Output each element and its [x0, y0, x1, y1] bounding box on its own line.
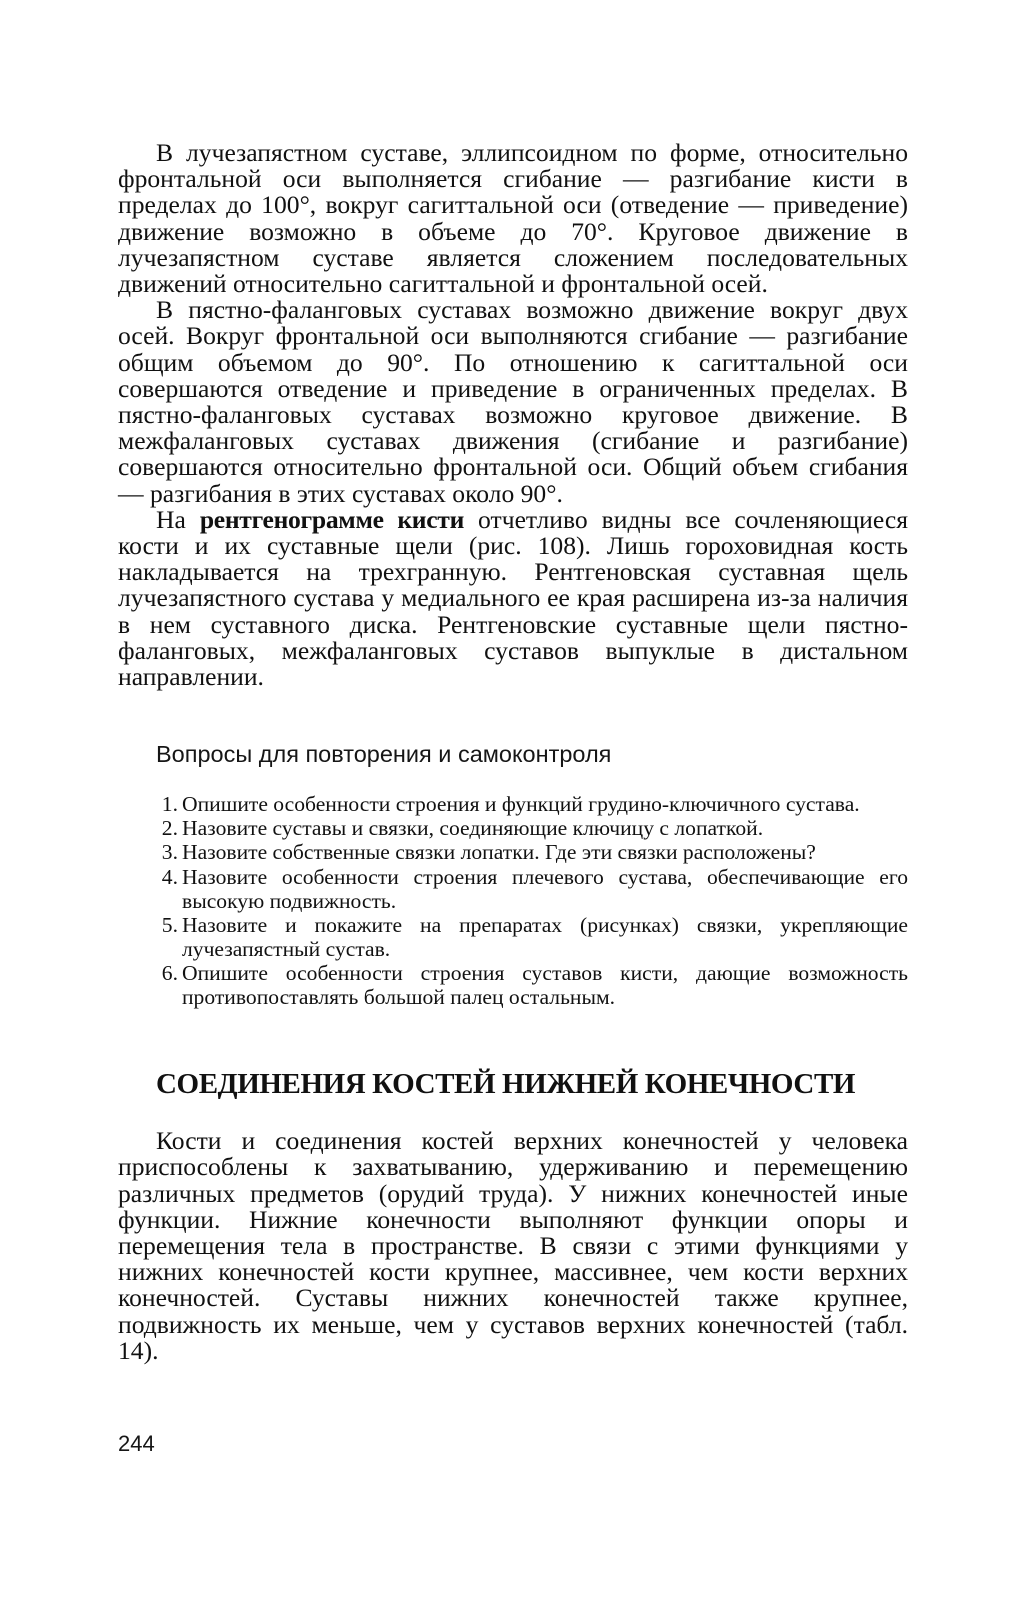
question-item [118, 865, 908, 913]
section-intro-paragraph: Кости и соединения костей верхних конечностей у человека приспособлены к захватыванию, удерживанию и перемещению различных предметов (орудий труда). У нижних конечностей иные функции. Нижние конечности выполняют функции опоры и перемещения тела в пространстве. В связи с этими функциями у нижних конечностей кости крупнее, массивнее, чем кости верхних конечностей. Суставы нижних конечностей также крупнее, подвижность их меньше, чем у суставов верхних конечностей (табл. 14). [118, 1126, 908, 1365]
question-number: 5. [161, 912, 178, 937]
page-content [118, 140, 908, 1364]
radiograph-term: рентгенограмме кисти [199, 504, 465, 534]
radiograph-text: отчетливо видны все сочленяющиеся кости и их суставные щели (рис. 108). Лишь гороховидная кость накладывается на трехгранную. Рентгеновская суставная щель лучезапястного сустава у медиального ее края расширена из-за наличия в нем суставного диска. Рентгеновские суставные щели пястно-фаланговых, межфаланговых суставов выпуклые в дистальном направлении. [118, 504, 908, 692]
question-item [118, 792, 908, 816]
question-text: Назовите особенности строения плечевого сустава, обеспечивающие его высокую подвижность. [182, 864, 908, 913]
question-text: Назовите и покажите на препаратах (рисунках) связки, укрепляющие лучезапястный сустав. [182, 912, 908, 961]
question-text: Назовите суставы и связки, соединяющие ключицу с лопаткой. [182, 816, 764, 841]
question-item [118, 816, 908, 840]
question-number: 1. [161, 792, 178, 817]
question-number: 4. [161, 864, 178, 889]
section-heading: СОЕДИНЕНИЯ КОСТЕЙ НИЖНЕЙ КОНЕЧНОСТИ [156, 1068, 856, 1101]
question-item [118, 961, 908, 1009]
paragraph-wrist-joint: В лучезапястном суставе, эллипсоидном по форме, относительно фронтальной оси выполняется сгибание — разгибание кисти в пределах до 100°, вокруг сагиттальной оси (отведение — приведение) движение возможно в объеме до 70°. Круговое движение в лучезапястном суставе является сложением последовательных движений относительно сагиттальной и фронтальной осей. [118, 138, 908, 299]
question-item [118, 913, 908, 961]
question-text: Опишите особенности строения и функций грудино-ключичного сустава. [182, 792, 860, 817]
question-item [118, 840, 908, 864]
question-number: 3. [161, 840, 178, 865]
radiograph-lead: На [156, 504, 200, 534]
question-text: Назовите собственные связки лопатки. Где эти связки расположены? [182, 840, 816, 865]
questions-heading: Вопросы для повторения и самоконтроля [156, 741, 612, 768]
questions-list [118, 792, 908, 1009]
question-number: 2. [161, 816, 178, 841]
paragraph-metacarpophalangeal: В пястно-фаланговых суставах возможно движение вокруг двух осей. Вокруг фронтальной оси выполняются сгибание — разгибание общим объемом до 90°. По отношению к сагиттальной оси совершаются отведение и приведение в ограниченных пределах. В пястно-фаланговых суставах возможно круговое движение. В межфаланговых суставах движения (сгибание и разгибание) совершаются относительно фронтальной оси. Общий объем сгибания — разгибания в этих суставах около 90°. [118, 295, 908, 508]
question-text: Опишите особенности строения суставов кисти, дающие возможность противопоставлять большой палец остальным. [182, 960, 908, 1010]
page-number: 244 [118, 1431, 155, 1456]
question-number: 6. [161, 960, 178, 985]
paragraph-radiograph [118, 504, 908, 692]
